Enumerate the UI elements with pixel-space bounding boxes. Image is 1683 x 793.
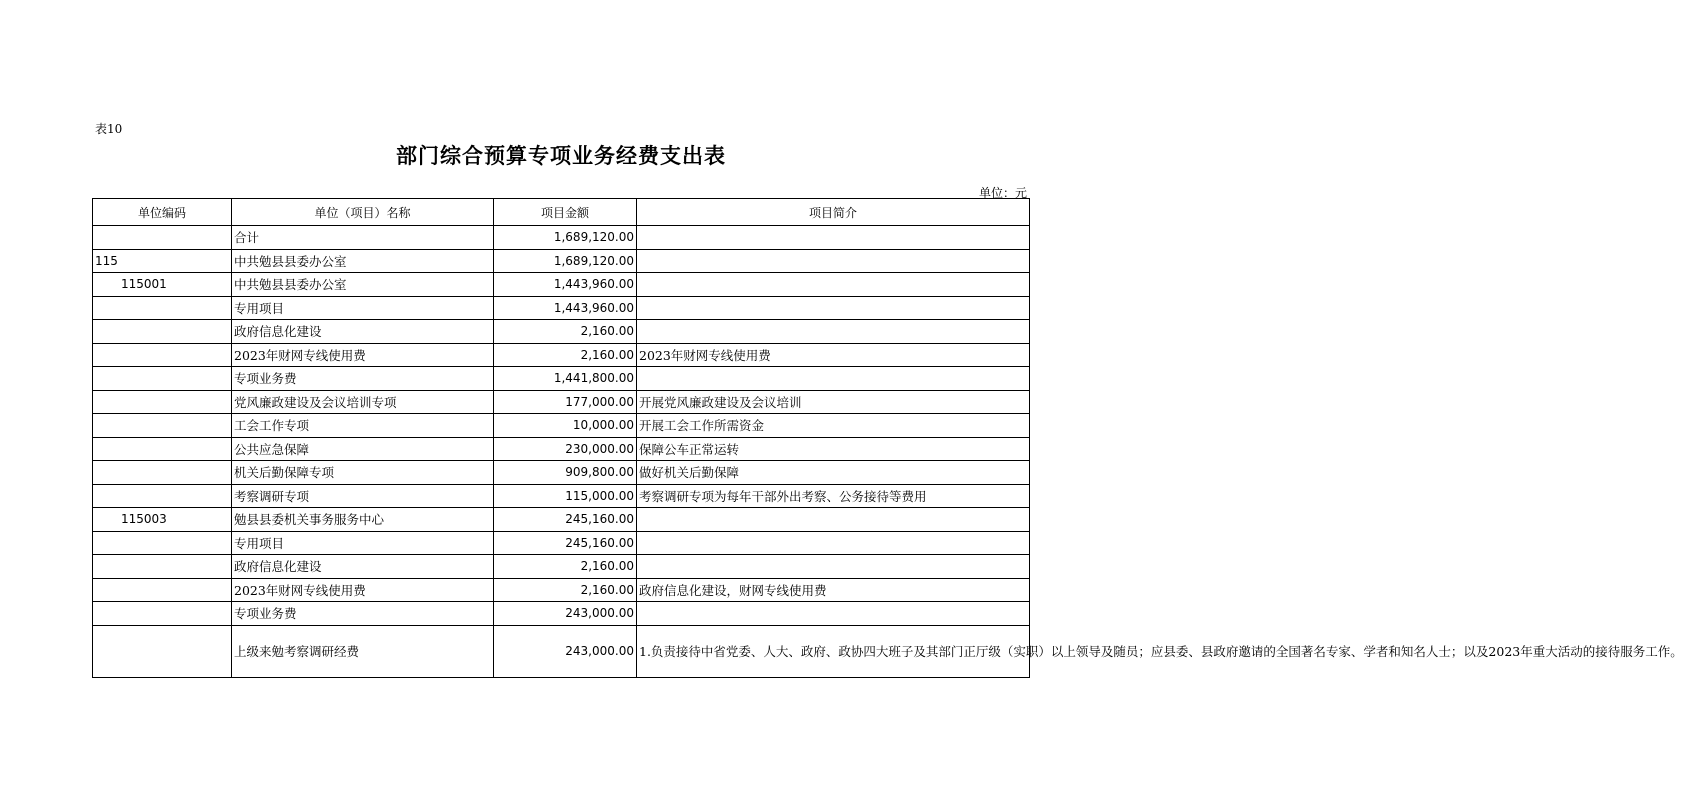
table-row <box>93 437 1030 461</box>
table-row <box>93 249 1030 273</box>
unit-name: 公共应急保障 <box>232 437 494 461</box>
unit-code <box>93 602 232 626</box>
unit-name: 勉县县委机关事务服务中心 <box>232 508 494 532</box>
unit-name: 政府信息化建设 <box>232 320 494 344</box>
amount: 243,000.00 <box>494 625 637 677</box>
table-header-row <box>93 199 1030 226</box>
table-row <box>93 414 1030 438</box>
description <box>637 273 1030 297</box>
unit-name: 政府信息化建设 <box>232 555 494 579</box>
table-row <box>93 367 1030 391</box>
unit-code <box>93 625 232 677</box>
unit-code <box>93 578 232 602</box>
table-row <box>93 226 1030 250</box>
amount: 2,160.00 <box>494 343 637 367</box>
amount: 245,160.00 <box>494 508 637 532</box>
unit-name: 专用项目 <box>232 531 494 555</box>
table-row <box>93 578 1030 602</box>
unit-label: 单位：元 <box>978 186 1027 200</box>
description <box>637 226 1030 250</box>
page-title: 部门综合预算专项业务经费支出表 <box>396 143 726 168</box>
table-row <box>93 461 1030 485</box>
amount: 2,160.00 <box>494 578 637 602</box>
unit-code <box>93 461 232 485</box>
description <box>637 555 1030 579</box>
table-row <box>93 296 1030 320</box>
amount: 909,800.00 <box>494 461 637 485</box>
unit-name: 工会工作专项 <box>232 414 494 438</box>
amount: 2,160.00 <box>494 320 637 344</box>
unit-name: 2023年财网专线使用费 <box>232 578 494 602</box>
header-unit-name: 单位（项目）名称 <box>232 199 494 226</box>
unit-name: 党风廉政建设及会议培训专项 <box>232 390 494 414</box>
table-row <box>93 625 1030 677</box>
description: 保障公车正常运转 <box>637 437 1030 461</box>
unit-name: 中共勉县县委办公室 <box>232 273 494 297</box>
unit-code <box>93 414 232 438</box>
description: 做好机关后勤保障 <box>637 461 1030 485</box>
description: 1.负责接待中省党委、人大、政府、政协四大班子及其部门正厅级（实职）以上领导及随员；应县委、县政府邀请的全国著名专家、学者和知名人士；以及2023年重大活动的接待服务工作。 <box>637 625 1030 677</box>
unit-name: 机关后勤保障专项 <box>232 461 494 485</box>
amount: 1,443,960.00 <box>494 273 637 297</box>
unit-name: 2023年财网专线使用费 <box>232 343 494 367</box>
amount: 10,000.00 <box>494 414 637 438</box>
unit-code: 115 <box>93 249 232 273</box>
unit-code <box>93 343 232 367</box>
amount: 2,160.00 <box>494 555 637 579</box>
unit-code <box>93 484 232 508</box>
table-row <box>93 555 1030 579</box>
unit-code <box>93 367 232 391</box>
amount: 1,443,960.00 <box>494 296 637 320</box>
description <box>637 320 1030 344</box>
amount: 1,689,120.00 <box>494 226 637 250</box>
unit-code <box>93 296 232 320</box>
amount: 1,441,800.00 <box>494 367 637 391</box>
table-row <box>93 273 1030 297</box>
header-unit-code: 单位编码 <box>93 199 232 226</box>
description: 政府信息化建设，财网专线使用费 <box>637 578 1030 602</box>
unit-code <box>93 555 232 579</box>
amount: 243,000.00 <box>494 602 637 626</box>
unit-name: 专项业务费 <box>232 602 494 626</box>
unit-name: 专项业务费 <box>232 367 494 391</box>
description <box>637 602 1030 626</box>
unit-code <box>93 390 232 414</box>
description: 开展工会工作所需资金 <box>637 414 1030 438</box>
amount: 177,000.00 <box>494 390 637 414</box>
header-amount: 项目金额 <box>494 199 637 226</box>
table-row <box>93 508 1030 532</box>
unit-code: 115001 <box>93 273 232 297</box>
amount: 1,689,120.00 <box>494 249 637 273</box>
description <box>637 249 1030 273</box>
table-row <box>93 484 1030 508</box>
description: 2023年财网专线使用费 <box>637 343 1030 367</box>
table-number: 表10 <box>95 122 123 136</box>
unit-name: 中共勉县县委办公室 <box>232 249 494 273</box>
unit-code <box>93 226 232 250</box>
unit-name: 专用项目 <box>232 296 494 320</box>
table-row <box>93 390 1030 414</box>
amount: 230,000.00 <box>494 437 637 461</box>
description <box>637 296 1030 320</box>
table-row <box>93 602 1030 626</box>
unit-name: 考察调研专项 <box>232 484 494 508</box>
description <box>637 367 1030 391</box>
table-row <box>93 531 1030 555</box>
unit-code: 115003 <box>93 508 232 532</box>
budget-table <box>92 198 1683 678</box>
unit-code <box>93 437 232 461</box>
table-row <box>93 343 1030 367</box>
unit-code <box>93 320 232 344</box>
description <box>637 508 1030 532</box>
table-row <box>93 320 1030 344</box>
amount: 115,000.00 <box>494 484 637 508</box>
header-description: 项目简介 <box>637 199 1030 226</box>
description: 开展党风廉政建设及会议培训 <box>637 390 1030 414</box>
description: 考察调研专项为每年干部外出考察、公务接待等费用 <box>637 484 1030 508</box>
unit-name: 上级来勉考察调研经费 <box>232 625 494 677</box>
description <box>637 531 1030 555</box>
unit-code <box>93 531 232 555</box>
unit-name: 合计 <box>232 226 494 250</box>
amount: 245,160.00 <box>494 531 637 555</box>
